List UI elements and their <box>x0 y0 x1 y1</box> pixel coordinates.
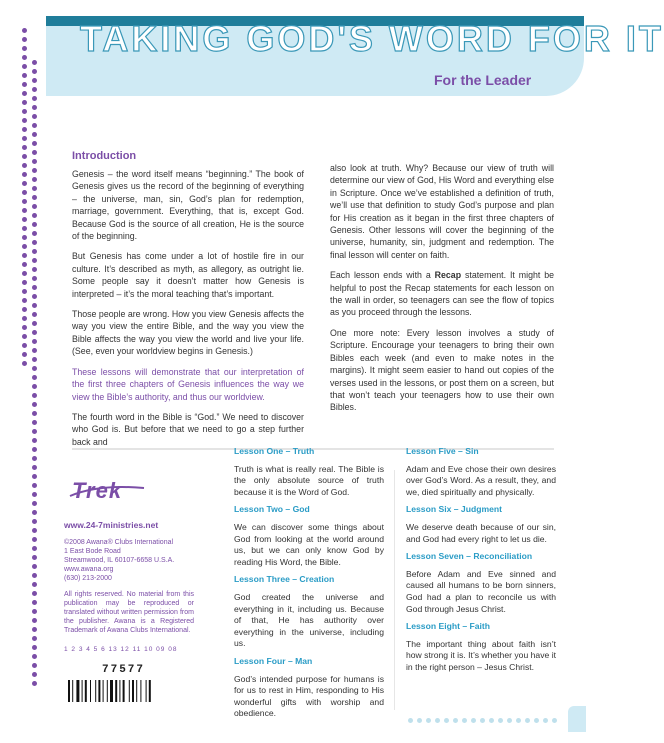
decorative-dot <box>32 609 37 614</box>
decorative-dot <box>489 718 494 723</box>
decorative-dot <box>32 348 37 353</box>
copyright-notice: All rights reserved. No material from this publication may be reproduced or translated without written permission from the publisher. Awana is a Registered Trademark of Awana Clubs International. <box>64 591 194 634</box>
barcode-bar <box>119 680 120 702</box>
barcode-bar <box>140 680 141 702</box>
lesson-summary <box>406 621 556 673</box>
barcode-bar <box>149 680 151 702</box>
trek-logo: Trek <box>72 478 123 503</box>
contact-line: 1 East Bode Road <box>64 548 121 555</box>
decorative-dot <box>22 190 27 195</box>
decorative-dot <box>426 718 431 723</box>
decorative-dot <box>22 298 27 303</box>
decorative-dot <box>32 366 37 371</box>
decorative-dot <box>32 96 37 101</box>
intro-paragraph: Genesis – the word itself means “beginning.” The book of Genesis gives us the record of the beginning of everything – the universe, man, sin, God’s plan for redemption, marriage, government. Everything, that is, except God. Because God is the source of all creation, He is the source of the beginning. <box>72 169 304 242</box>
intro-paragraph-recap <box>330 269 554 319</box>
decorative-dot <box>22 361 27 366</box>
decorative-dot <box>32 456 37 461</box>
lesson-body: The important thing about faith isn’t how strong it is. It’s whether you have it in the right person – Jesus Christ. <box>406 638 556 672</box>
print-line: 1 2 3 4 5 6 13 12 11 10 09 08 <box>64 646 178 653</box>
decorative-dot <box>32 654 37 659</box>
decorative-dot <box>32 339 37 344</box>
decorative-bottom-dots <box>408 718 557 723</box>
decorative-dot <box>32 204 37 209</box>
decorative-dot <box>32 240 37 245</box>
decorative-dot <box>22 217 27 222</box>
decorative-dot <box>32 483 37 488</box>
decorative-dot <box>543 718 548 723</box>
decorative-dot <box>22 100 27 105</box>
decorative-dot <box>32 375 37 380</box>
decorative-dot <box>32 546 37 551</box>
decorative-dot <box>32 582 37 587</box>
decorative-dot <box>32 231 37 236</box>
decorative-dot <box>32 213 37 218</box>
decorative-dot <box>32 303 37 308</box>
decorative-dot <box>435 718 440 723</box>
decorative-dot <box>408 718 413 723</box>
decorative-dot <box>462 718 467 723</box>
decorative-dot <box>32 294 37 299</box>
decorative-dot <box>32 330 37 335</box>
decorative-dot <box>22 127 27 132</box>
barcode-bar <box>76 680 79 702</box>
intro-paragraph: also look at truth. Why? Because our view of truth will determine our view of God, His Word and everything else in Scripture. Once we’ve established a definition of truth, we’ll use that definition to study God’s purpose and plan for His creation as it began in the first three chapters of Genesis. Other lessons will cover the beginning of the universe, humanity, sin, judgment and redemption. The final lesson will center on faith. <box>330 163 554 260</box>
ministry-url[interactable]: www.24-7ministries.net <box>64 520 159 530</box>
recap-text-a: Each lesson ends with a <box>330 270 435 281</box>
decorative-dot <box>32 150 37 155</box>
decorative-dot <box>32 672 37 677</box>
decorative-dot <box>22 64 27 69</box>
barcode-bar <box>129 680 130 702</box>
lesson-summary <box>234 504 384 568</box>
lessons-divider <box>394 470 395 710</box>
decorative-dot <box>32 519 37 524</box>
lesson-body: Truth is what is really real. The Bible is the only absolute source of truth because it is the Word of God. <box>234 463 384 497</box>
decorative-dot <box>22 82 27 87</box>
lessons-column-left <box>234 446 384 726</box>
decorative-dot <box>32 420 37 425</box>
decorative-dot <box>22 109 27 114</box>
barcode-bar <box>82 680 83 702</box>
intro-highlight-paragraph: These lessons will demonstrate that our interpretation of the first three chapters of Genesis influences the way we view the Bible’s authority, and thus our worldview. <box>72 366 304 402</box>
decorative-dot <box>22 253 27 258</box>
lesson-summary <box>234 656 384 720</box>
lesson-title: Lesson One – Truth <box>234 446 315 456</box>
publisher-contact <box>64 538 214 583</box>
lesson-summary <box>406 551 556 615</box>
decorative-dot <box>32 555 37 560</box>
contact-line: Streamwood, IL 60107-6658 U.S.A. <box>64 557 175 564</box>
decorative-dot <box>498 718 503 723</box>
contact-line: (630) 213-2000 <box>64 575 112 582</box>
decorative-dot <box>32 276 37 281</box>
lesson-title: Lesson Two – God <box>234 504 310 515</box>
decorative-dot <box>32 510 37 515</box>
decorative-dot <box>32 168 37 173</box>
decorative-dot <box>32 285 37 290</box>
barcode-bar <box>90 680 91 702</box>
lesson-body: We can discover some things about God from looking at the world around us, but we can only know God by reading His Word, the Bible. <box>234 521 384 567</box>
decorative-dot <box>22 343 27 348</box>
decorative-dot <box>32 123 37 128</box>
decorative-dot <box>32 537 37 542</box>
decorative-dot <box>32 312 37 317</box>
lesson-body: Before Adam and Eve sinned and caused all humans to be born sinners, God had a plan to reconcile us with God through Jesus Christ. <box>406 568 556 614</box>
decorative-dot <box>32 627 37 632</box>
lesson-title: Lesson Four – Man <box>234 655 313 666</box>
decorative-dot <box>22 352 27 357</box>
decorative-dot <box>22 154 27 159</box>
decorative-dot <box>534 718 539 723</box>
decorative-dot <box>32 87 37 92</box>
decorative-dot <box>516 718 521 723</box>
decorative-dot <box>32 60 37 65</box>
decorative-dot <box>32 492 37 497</box>
barcode-bar <box>72 680 73 702</box>
barcode-bar <box>68 680 70 702</box>
decorative-dot <box>32 591 37 596</box>
decorative-dot <box>32 222 37 227</box>
intro-paragraph: But Genesis has come under a lot of hostile fire in our culture. It’s described as myth, as allegory, as outright lie. Some people say it doesn’t matter how Genesis is interpreted – it’s the moral teaching that’s important. <box>72 251 304 299</box>
lesson-summary <box>406 504 556 545</box>
decorative-dot <box>417 718 422 723</box>
decorative-dot <box>507 718 512 723</box>
barcode-bar <box>146 680 147 702</box>
decorative-dot <box>22 55 27 60</box>
lesson-body: We deserve death because of our sin, and God had every right to let us die. <box>406 521 556 544</box>
decorative-dot <box>22 181 27 186</box>
decorative-dot <box>22 208 27 213</box>
decorative-dot <box>22 289 27 294</box>
page-title: TAKING GOD'S WORD FOR IT <box>80 18 664 59</box>
decorative-dot <box>480 718 485 723</box>
decorative-dot <box>32 681 37 686</box>
decorative-dot <box>32 321 37 326</box>
page-subtitle: For the Leader <box>434 72 532 88</box>
decorative-dot <box>22 244 27 249</box>
decorative-dot <box>32 105 37 110</box>
contact-line: www.awana.org <box>64 566 114 573</box>
lesson-body: Adam and Eve chose their own desires over God’s Word. As a result, they, and we, died spiritually and physically. <box>406 463 556 497</box>
decorative-dot <box>32 636 37 641</box>
decorative-dot <box>22 325 27 330</box>
decorative-dot <box>32 141 37 146</box>
lesson-summary <box>234 446 384 498</box>
lesson-title: Lesson Seven – Reconciliation <box>406 551 533 562</box>
barcode-bar <box>110 680 113 702</box>
intro-left-column <box>72 168 304 456</box>
decorative-dot <box>22 136 27 141</box>
lesson-body: God’s intended purpose for humans is for us to rest in Him, responding to His wonderful gifts with worship and obedience. <box>234 673 384 719</box>
decorative-dot <box>22 28 27 33</box>
lesson-summary <box>234 574 384 650</box>
decorative-dot <box>22 262 27 267</box>
decorative-dot <box>444 718 449 723</box>
intro-paragraph: One more note: Every lesson involves a study of Scripture. Encourage your teenagers to bring their own Bibles each week (and even to make notes in the margins). It might seem easier to hand out copies of the verses used in the lessons, or post them on a screen, but that won’t teach your teenagers how to use their own Bibles. <box>330 327 554 413</box>
decorative-dot <box>22 307 27 312</box>
barcode-bar <box>107 680 108 702</box>
decorative-dot <box>32 447 37 452</box>
decorative-dot <box>32 258 37 263</box>
decorative-dot <box>22 199 27 204</box>
decorative-dot <box>453 718 458 723</box>
decorative-dot <box>22 226 27 231</box>
decorative-dot <box>32 195 37 200</box>
decorative-dot <box>552 718 557 723</box>
decorative-dot <box>22 280 27 285</box>
contact-line: ©2008 Awana® Clubs International <box>64 539 174 546</box>
barcode-bar <box>103 680 104 702</box>
decorative-dot <box>32 78 37 83</box>
decorative-dot <box>22 46 27 51</box>
lesson-title: Lesson Three – Creation <box>234 574 335 585</box>
decorative-dot <box>471 718 476 723</box>
lesson-summary <box>406 446 556 498</box>
decorative-dot <box>32 393 37 398</box>
decorative-dot <box>22 145 27 150</box>
intro-heading: Introduction <box>72 150 137 162</box>
decorative-dot <box>22 118 27 123</box>
decorative-dot <box>32 645 37 650</box>
lesson-title: Lesson Six – Judgment <box>406 504 502 515</box>
decorative-dot <box>22 37 27 42</box>
intro-paragraph: The fourth word in the Bible is “God.” We need to discover who God is. But before that we need to go a step further back and <box>72 411 304 447</box>
decorative-dot <box>32 501 37 506</box>
decorative-dot <box>32 438 37 443</box>
decorative-dot <box>32 114 37 119</box>
decorative-dot <box>32 177 37 182</box>
decorative-dot <box>32 474 37 479</box>
decorative-dot <box>22 172 27 177</box>
decorative-dot <box>32 159 37 164</box>
barcode-bar <box>95 680 96 702</box>
decorative-dot <box>32 411 37 416</box>
decorative-dot <box>525 718 530 723</box>
intro-paragraph: Those people are wrong. How you view Genesis affects the way you view the entire Bible, and the way you view the Bible affects the way you view the world and live your life. (See, even your worldview begins in Genesis.) <box>72 309 304 357</box>
decorative-dot <box>32 465 37 470</box>
barcode-bar <box>132 680 134 702</box>
page-corner-tab <box>568 706 586 732</box>
decorative-dot <box>32 564 37 569</box>
decorative-dot <box>32 69 37 74</box>
decorative-dot <box>22 316 27 321</box>
lessons-column-right <box>406 446 556 680</box>
decorative-dot <box>32 429 37 434</box>
decorative-dot <box>22 271 27 276</box>
decorative-dot <box>32 357 37 362</box>
product-code: 77577 <box>102 664 146 676</box>
barcode-bar <box>115 680 117 702</box>
decorative-dot <box>32 663 37 668</box>
decorative-dot <box>32 600 37 605</box>
decorative-dot <box>32 573 37 578</box>
decorative-dot <box>22 163 27 168</box>
decorative-dot <box>22 334 27 339</box>
decorative-dot <box>22 91 27 96</box>
intro-right-column <box>330 162 554 422</box>
lesson-body: God created the universe and everything in it, including us. Because of that, He has authority over everything in the universe, including us. <box>234 591 384 649</box>
decorative-dot <box>32 186 37 191</box>
lesson-title: Lesson Five – Sin <box>406 446 479 456</box>
decorative-dot <box>22 235 27 240</box>
decorative-dot <box>32 618 37 623</box>
decorative-dot <box>32 132 37 137</box>
decorative-dot <box>32 528 37 533</box>
barcode-bar <box>136 680 137 702</box>
barcode-bar <box>123 680 125 702</box>
decorative-dot <box>32 402 37 407</box>
barcode-icon <box>66 680 184 702</box>
decorative-dot <box>32 384 37 389</box>
lesson-title: Lesson Eight – Faith <box>406 621 491 632</box>
decorative-dot <box>32 249 37 254</box>
decorative-dot <box>32 267 37 272</box>
recap-keyword: Recap <box>434 270 462 281</box>
decorative-dot <box>22 73 27 78</box>
recap-text-b: statement. It might be helpful to post the Recap statements for each lesson on the wall in order, so teenagers can see the flow of topics as you proceed through the lessons. <box>330 270 554 318</box>
barcode-bar <box>98 680 100 702</box>
decorative-dot-column-inner <box>32 60 48 690</box>
barcode-bar <box>85 680 87 702</box>
